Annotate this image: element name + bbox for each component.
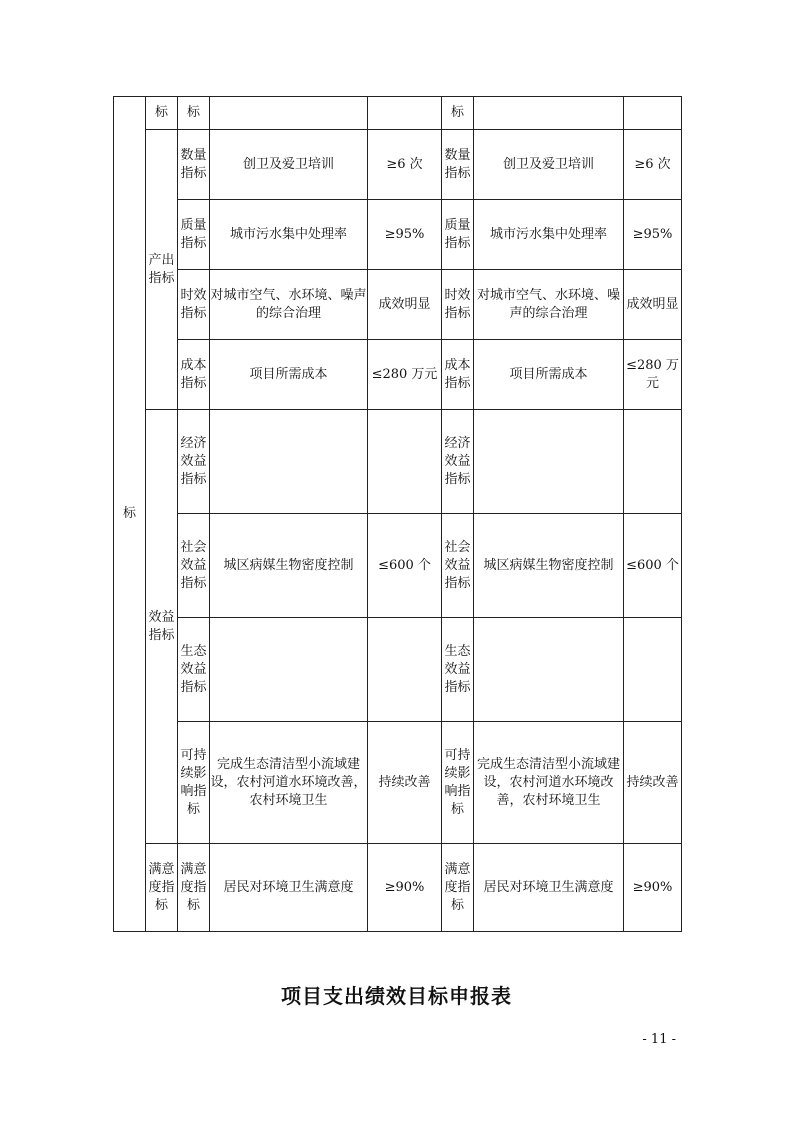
target-cell: ≥6 次 bbox=[624, 130, 682, 200]
indicator-cell: 生态效益指标 bbox=[178, 618, 210, 722]
content-cell: 项目所需成本 bbox=[474, 340, 624, 410]
content-cell bbox=[210, 410, 368, 514]
document-title: 项目支出绩效目标申报表 bbox=[281, 984, 512, 1008]
page-number: - 11 - bbox=[642, 1032, 676, 1047]
level3-indicator-cell: 标 bbox=[442, 97, 474, 130]
target-cell: 成效明显 bbox=[624, 270, 682, 340]
target-cell bbox=[368, 97, 442, 130]
target-cell: ≥90% bbox=[368, 844, 442, 932]
indicator-cell: 满意度指标 bbox=[442, 844, 474, 932]
target-cell bbox=[368, 618, 442, 722]
indicator-cell: 经济效益指标 bbox=[178, 410, 210, 514]
content-cell bbox=[210, 618, 368, 722]
group-effect-indicators: 效益指标 bbox=[146, 410, 178, 844]
target-cell bbox=[368, 410, 442, 514]
indicator-cell: 满意度指标 bbox=[178, 844, 210, 932]
target-cell: ≤600 个 bbox=[368, 514, 442, 618]
indicator-cell: 可持续影响指标 bbox=[442, 722, 474, 844]
level1-indicator-cell: 标 bbox=[114, 97, 146, 932]
target-cell: ≥90% bbox=[624, 844, 682, 932]
target-cell bbox=[624, 410, 682, 514]
table-row bbox=[114, 514, 682, 618]
content-cell bbox=[210, 97, 368, 130]
content-cell: 创卫及爱卫培训 bbox=[474, 130, 624, 200]
table-row bbox=[114, 722, 682, 844]
content-cell: 城市污水集中处理率 bbox=[210, 200, 368, 270]
content-cell bbox=[474, 618, 624, 722]
target-cell: 持续改善 bbox=[624, 722, 682, 844]
indicator-cell: 质量指标 bbox=[178, 200, 210, 270]
table-row bbox=[114, 618, 682, 722]
content-cell bbox=[474, 97, 624, 130]
content-cell: 居民对环境卫生满意度 bbox=[210, 844, 368, 932]
target-cell bbox=[624, 618, 682, 722]
content-cell: 城区病媒生物密度控制 bbox=[474, 514, 624, 618]
level3-indicator-cell: 标 bbox=[178, 97, 210, 130]
content-cell: 完成生态清洁型小流域建设，农村河道水环境改善，农村环境卫生 bbox=[210, 722, 368, 844]
performance-table bbox=[113, 96, 682, 932]
indicator-cell: 时效指标 bbox=[178, 270, 210, 340]
table-row bbox=[114, 270, 682, 340]
table-row bbox=[114, 130, 682, 200]
content-cell: 创卫及爱卫培训 bbox=[210, 130, 368, 200]
target-cell bbox=[624, 97, 682, 130]
target-cell: ≤600 个 bbox=[624, 514, 682, 618]
indicator-cell: 可持续影响指标 bbox=[178, 722, 210, 844]
indicator-cell: 数量指标 bbox=[178, 130, 210, 200]
group-output-indicators: 产出指标 bbox=[146, 130, 178, 410]
indicator-cell: 成本指标 bbox=[442, 340, 474, 410]
content-cell: 完成生态清洁型小流域建设，农村河道水环境改善，农村环境卫生 bbox=[474, 722, 624, 844]
table-row bbox=[114, 97, 682, 130]
indicator-cell: 时效指标 bbox=[442, 270, 474, 340]
content-cell bbox=[474, 410, 624, 514]
target-cell: ≤280 万元 bbox=[624, 340, 682, 410]
table-row bbox=[114, 410, 682, 514]
content-cell: 城市污水集中处理率 bbox=[474, 200, 624, 270]
target-cell: ≤280 万元 bbox=[368, 340, 442, 410]
target-cell: ≥95% bbox=[368, 200, 442, 270]
table-row bbox=[114, 200, 682, 270]
table-row bbox=[114, 340, 682, 410]
indicator-cell: 社会效益指标 bbox=[178, 514, 210, 618]
indicator-cell: 数量指标 bbox=[442, 130, 474, 200]
target-cell: ≥6 次 bbox=[368, 130, 442, 200]
target-cell: ≥95% bbox=[624, 200, 682, 270]
indicator-cell: 经济效益指标 bbox=[442, 410, 474, 514]
indicator-cell: 社会效益指标 bbox=[442, 514, 474, 618]
content-cell: 对城市空气、水环境、噪声的综合治理 bbox=[210, 270, 368, 340]
content-cell: 对城市空气、水环境、噪声的综合治理 bbox=[474, 270, 624, 340]
group-satisfaction-indicators: 满意度指标 bbox=[146, 844, 178, 932]
indicator-cell: 成本指标 bbox=[178, 340, 210, 410]
table-row bbox=[114, 844, 682, 932]
content-cell: 城区病媒生物密度控制 bbox=[210, 514, 368, 618]
target-cell: 持续改善 bbox=[368, 722, 442, 844]
target-cell: 成效明显 bbox=[368, 270, 442, 340]
content-cell: 项目所需成本 bbox=[210, 340, 368, 410]
level2-indicator-cell: 标 bbox=[146, 97, 178, 130]
indicator-cell: 质量指标 bbox=[442, 200, 474, 270]
content-cell: 居民对环境卫生满意度 bbox=[474, 844, 624, 932]
indicator-cell: 生态效益指标 bbox=[442, 618, 474, 722]
